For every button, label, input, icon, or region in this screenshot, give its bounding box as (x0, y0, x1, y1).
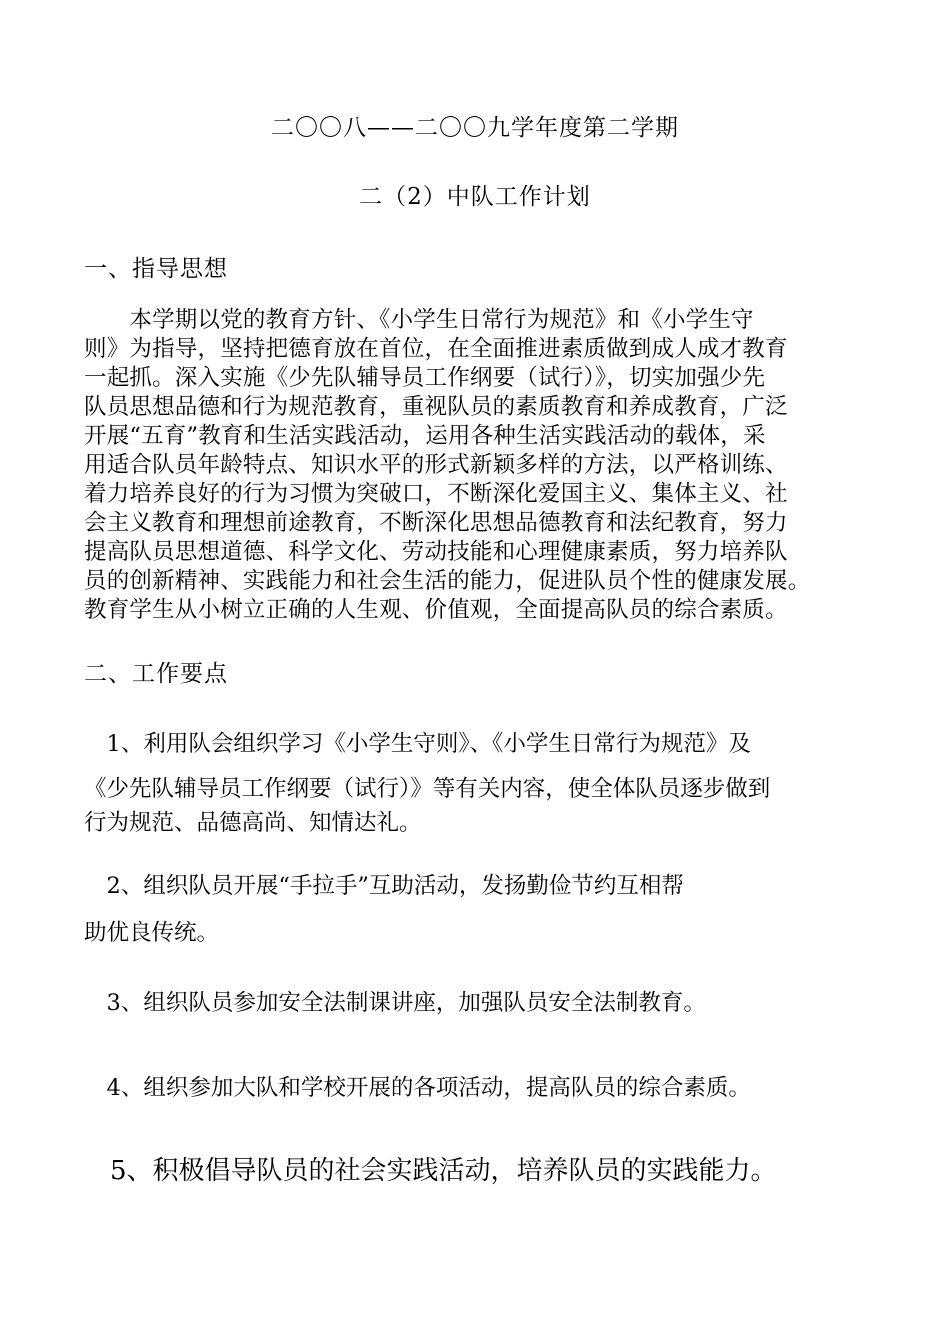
paragraph-line: 本学期以党的教育方针、《小学生日常行为规范》和《小学生守 (84, 307, 754, 333)
paragraph-line: 员的创新精神、实践能力和社会生活的能力，促进队员个性的健康发展。 (84, 568, 811, 594)
work-point-line: 行为规范、品德高尚、知情达礼。 (84, 810, 422, 836)
work-point-line: 2、组织队员开展“手拉手”互助活动，发扬勤俭节约互相帮 (84, 873, 684, 899)
paragraph-line: 一起抓。深入实施《少先队辅导员工作纲要（试行）》，切实加强少先 (84, 365, 766, 391)
work-point-line: 助优良传统。 (84, 920, 220, 946)
paragraph-line: 用适合队员年龄特点、知识水平的形式新颖多样的方法，以严格训练、 (84, 452, 788, 478)
paragraph-line: 会主义教育和理想前途教育，不断深化思想品德教育和法纪教育，努力 (84, 510, 788, 536)
guiding-ideology-paragraph (84, 306, 896, 625)
document-title-plan: 二（2）中队工作计划 (359, 184, 591, 210)
paragraph-line: 队员思想品德和行为规范教育，重视队员的素质教育和养成教育，广泛 (84, 394, 788, 420)
work-point-line: 《少先队辅导员工作纲要（试行）》等有关内容，使全体队员逐步做到 (84, 776, 771, 802)
paragraph-line: 教育学生从小树立正确的人生观、价值观，全面提高队员的综合素质。 (84, 597, 788, 623)
document-title-term: 二〇〇八——二〇〇九学年度第二学期 (271, 115, 679, 141)
section-heading-guiding-ideology: 一、指导思想 (84, 256, 228, 282)
work-point-line: 1、利用队会组织学习《小学生守则》、《小学生日常行为规范》及 (84, 731, 751, 757)
paragraph-line: 提高队员思想道德、科学文化、劳动技能和心理健康素质，努力培养队 (84, 539, 788, 565)
work-point-4: 4、组织参加大队和学校开展的各项活动，提高队员的综合素质。 (84, 1075, 751, 1101)
work-point-1 (84, 727, 896, 840)
paragraph-line: 开展“五育”教育和生活实践活动，运用各种生活实践活动的载体，采 (84, 423, 766, 449)
work-point-5: 5、积极倡导队员的社会实践活动，培养队员的实践能力。 (84, 1156, 777, 1186)
section-heading-work-points: 二、工作要点 (84, 661, 228, 687)
paragraph-line: 着力培养良好的行为习惯为突破口，不断深化爱国主义、集体主义、社 (84, 481, 788, 507)
paragraph-line: 则》为指导，坚持把德育放在首位，在全面推进素质做到成人成才教育 (84, 336, 788, 362)
work-point-2 (84, 871, 896, 948)
work-point-3: 3、组织队员参加安全法制课讲座，加强队员安全法制教育。 (84, 990, 706, 1016)
